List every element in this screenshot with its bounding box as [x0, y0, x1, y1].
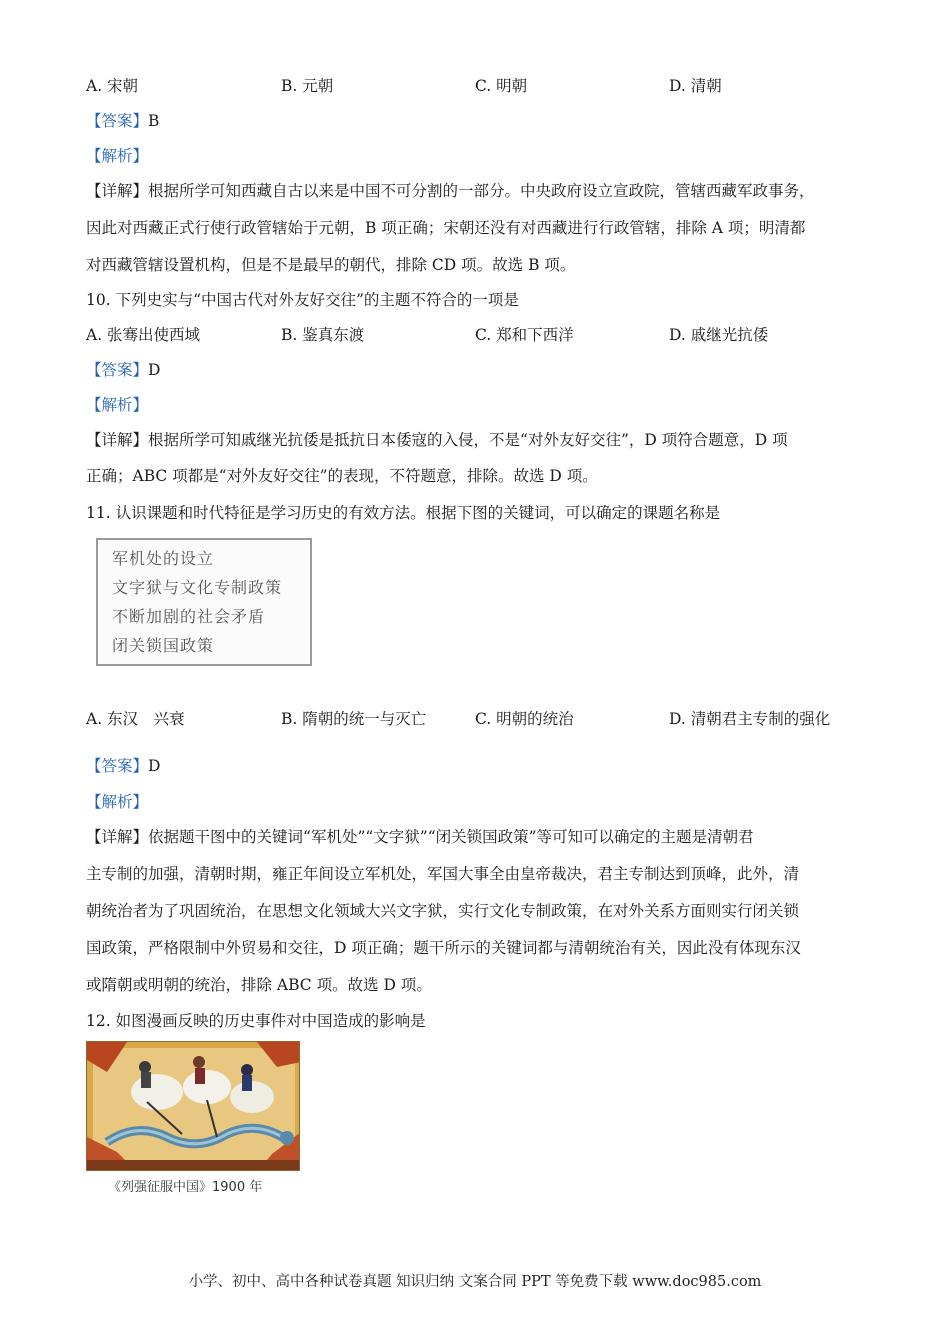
- q9-option-a: A. 宋朝: [86, 77, 139, 95]
- q10-analysis-label: 【解析】: [86, 396, 149, 414]
- answer-value: D: [148, 361, 161, 379]
- q11-question: 11. 认识课题和时代特征是学习历史的有效方法。根据下图的关键词，可以确定的课题名称是: [86, 504, 721, 522]
- keyword-3: 不断加剧的社会矛盾: [112, 607, 266, 626]
- q12-question: 12. 如图漫画反映的历史事件对中国造成的影响是: [86, 1012, 426, 1030]
- q10-question: 10. 下列史实与“中国古代对外友好交往”的主题不符合的一项是: [86, 291, 519, 309]
- keyword-4: 闭关锁国政策: [112, 636, 215, 655]
- q11-detail-line-4: 国政策，严格限制中外贸易和交往，D 项正确；题干所示的关键词都与清朝统治有关，因此没有体现东汉: [86, 939, 801, 957]
- q11-answer: [86, 756, 160, 776]
- keyword-2: 文字狱与文化专制政策: [112, 578, 283, 597]
- detail-text: 根据所学可知戚继光抗倭是抵抗日本倭寇的入侵，不是“对外友好交往”，D 项符合题意，D 项: [148, 431, 788, 449]
- keyword-1: 军机处的设立: [112, 549, 215, 568]
- q10-option-d: D. 戚继光抗倭: [669, 326, 769, 344]
- q9-detail-line-2: 因此对西藏正式行使行政管辖始于元朝，B 项正确；宋朝还没有对西藏进行行政管辖，排除 A 项；明清都: [86, 219, 806, 237]
- q10-option-a: A. 张骞出使西域: [86, 326, 201, 344]
- detail-text: 根据所学可知西藏自古以来是中国不可分割的一部分。中央政府设立宣政院，管辖西藏军政事务，: [148, 182, 815, 200]
- q9-detail-line-1: [86, 181, 815, 201]
- q11-option-b: B. 隋朝的统一与灭亡: [281, 710, 427, 728]
- detail-label: 【详解】: [86, 182, 149, 200]
- cartoon-illustration: [87, 1042, 300, 1171]
- q11-detail-line-3: 朝统治者为了巩固统治，在思想文化领域大兴文字狱，实行文化专制政策，在对外关系方面则实行闭关锁: [86, 902, 800, 920]
- q9-answer: [86, 111, 159, 131]
- cartoon-caption: 《列强征服中国》1900 年: [108, 1180, 263, 1195]
- q11-detail-line-2: 主专制的加强，清朝时期，雍正年间设立军机处，军国大事全由皇帝裁决，君主专制达到顶峰，此外，清: [86, 865, 800, 883]
- q11-option-c: C. 明朝的统治: [475, 710, 574, 728]
- cartoon-image: [86, 1041, 300, 1171]
- q11-option-d: D. 清朝君主专制的强化: [669, 710, 831, 728]
- detail-label: 【详解】: [86, 828, 149, 846]
- answer-label: 【答案】: [86, 112, 149, 130]
- q11-detail-line-5: 或隋朝或明朝的统治，排除 ABC 项。故选 D 项。: [86, 976, 432, 994]
- detail-label: 【详解】: [86, 431, 149, 449]
- q9-detail-line-3: 对西藏管辖设置机构，但是不是最早的朝代，排除 CD 项。故选 B 项。: [86, 256, 576, 274]
- q10-detail-line-1: [86, 430, 788, 450]
- q9-option-d: D. 清朝: [669, 77, 722, 95]
- q10-detail-line-2: 正确；ABC 项都是“对外友好交往”的表现，不符题意，排除。故选 D 项。: [86, 467, 598, 485]
- q9-option-b: B. 元朝: [281, 77, 334, 95]
- q9-option-c: C. 明朝: [475, 77, 528, 95]
- page-footer: 小学、初中、高中各种试卷真题 知识归纳 文案合同 PPT 等免费下载 www.doc985.com: [188, 1274, 762, 1290]
- q11-detail-line-1: [86, 827, 754, 847]
- q10-answer: [86, 360, 160, 380]
- q11-analysis-label: 【解析】: [86, 793, 149, 811]
- answer-value: B: [148, 112, 160, 130]
- q10-option-c: C. 郑和下西洋: [475, 326, 574, 344]
- q10-option-b: B. 鉴真东渡: [281, 326, 365, 344]
- detail-text: 依据题干图中的关键词“军机处”“文字狱”“闭关锁国政策”等可知可以确定的主题是清朝君: [148, 828, 754, 846]
- q11-option-a: A. 东汉 兴衰: [86, 710, 185, 728]
- q9-analysis-label: 【解析】: [86, 147, 149, 165]
- keyword-image: [96, 538, 312, 666]
- answer-label: 【答案】: [86, 757, 149, 775]
- answer-label: 【答案】: [86, 361, 149, 379]
- answer-value: D: [148, 757, 161, 775]
